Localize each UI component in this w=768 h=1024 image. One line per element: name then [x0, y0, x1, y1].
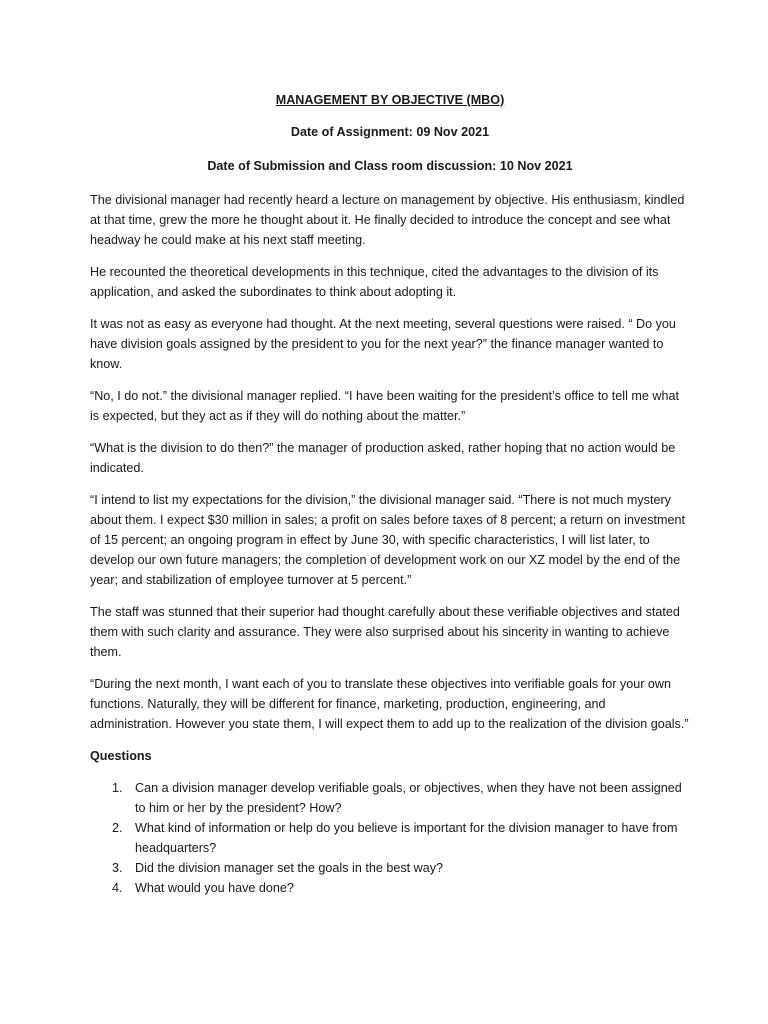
paragraph: The divisional manager had recently heard a lecture on management by objective. His enthusiasm, kindled at that time, grew the more he thought about it. He finally decided to introduce the concept and see what headway he could make at his next staff meeting.	[90, 193, 685, 247]
question-text: Can a division manager develop verifiable goals, or objectives, when they have not been assigned to him or her by the president? How?	[135, 781, 682, 815]
list-item	[90, 778, 690, 818]
paragraph: The staff was stunned that their superior had thought carefully about these verifiable objectives and stated them with such clarity and assurance. They were also surprised about his sincerity in wanting to achieve them.	[90, 605, 680, 659]
questions-heading: Questions	[90, 749, 152, 763]
question-text: What would you have done?	[135, 881, 294, 895]
question-text: What kind of information or help do you believe is important for the division manager to have from headquarters?	[135, 821, 678, 855]
list-item	[90, 858, 690, 878]
question-number: 2.	[112, 821, 123, 835]
question-text: Did the division manager set the goals in the best way?	[135, 861, 444, 875]
question-number: 1.	[112, 781, 123, 795]
paragraph: “What is the division to do then?” the manager of production asked, rather hoping that no action would be indicated.	[90, 441, 676, 475]
questions-list	[90, 778, 690, 898]
paragraph: He recounted the theoretical developments in this technique, cited the advantages to the division of its application, and asked the subordinates to think about adopting it.	[90, 265, 659, 299]
question-number: 4.	[112, 881, 123, 895]
list-item	[90, 818, 690, 858]
paragraph: “No, I do not.” the divisional manager replied. “I have been waiting for the president’s office to tell me what is expected, but they act as if they will do nothing about the matter.”	[90, 389, 679, 423]
list-item	[90, 878, 690, 898]
paragraph: It was not as easy as everyone had thought. At the next meeting, several questions were raised. “ Do you have division goals assigned by the president to you for the next year?” the finance manager wanted to know.	[90, 317, 676, 371]
paragraph: “I intend to list my expectations for the division,” the divisional manager said. “There is not much mystery about them. I expect $30 million in sales; a profit on sales before taxes of 8 percent; a return on investment of 15 percent; an ongoing program in effect by June 30, with specific characteristics, I will list later, to develop our own future managers; the completion of development work on our XZ model by the end of the year; and stabilization of employee turnover at 5 percent.”	[90, 493, 686, 587]
document-page	[90, 90, 690, 898]
document-title: MANAGEMENT BY OBJECTIVE (MBO)	[275, 93, 505, 107]
submission-date: Date of Submission and Class room discussion: 10 Nov 2021	[207, 159, 573, 173]
paragraph: “During the next month, I want each of you to translate these objectives into verifiable goals for your own functions. Naturally, they will be different for finance, marketing, production, engineering, and administration. However you state them, I will expect them to add up to the realization of the division goals.”	[90, 677, 689, 731]
assignment-date: Date of Assignment: 09 Nov 2021	[290, 125, 490, 139]
question-number: 3.	[112, 861, 123, 875]
